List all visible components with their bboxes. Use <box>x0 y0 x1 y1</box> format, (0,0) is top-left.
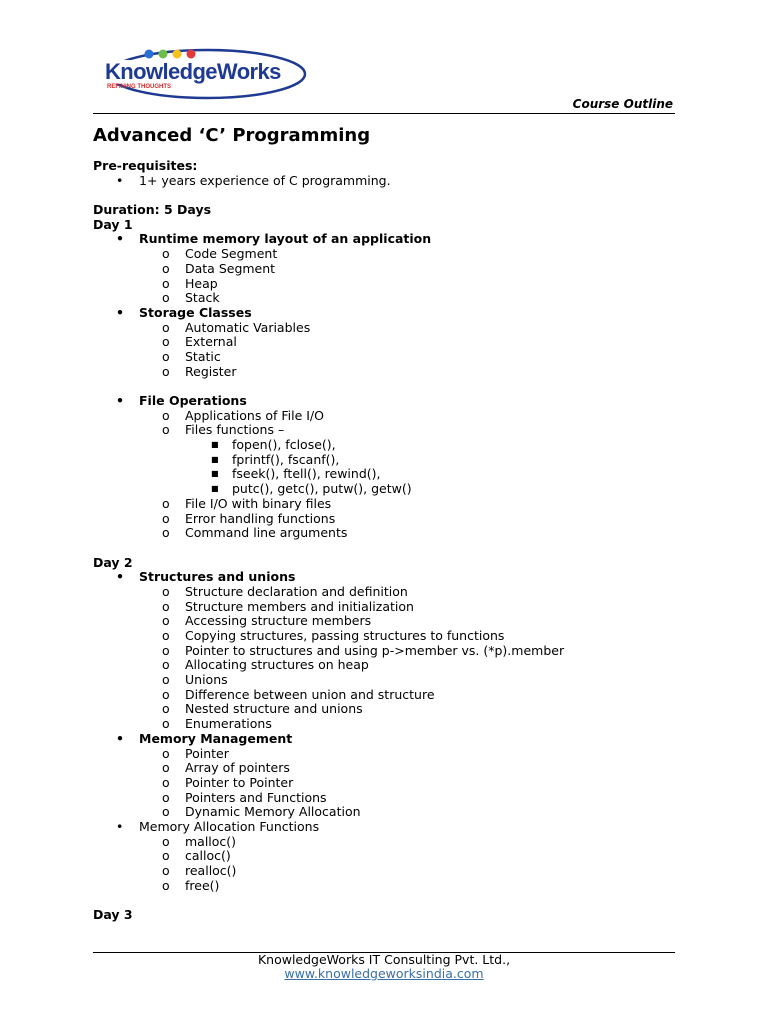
logo-dot-yellow <box>173 50 182 59</box>
topic-heading <box>93 306 683 321</box>
footer-company: KnowledgeWorks IT Consulting Pvt. Ltd., <box>257 952 511 967</box>
list-item-text: Files functions – <box>185 422 285 438</box>
list-item-text: Pointers and Functions <box>185 789 327 805</box>
list-item <box>93 262 683 277</box>
list-item-text: 1+ years experience of C programming. <box>139 172 391 188</box>
logo-dot-blue <box>145 50 154 59</box>
list-item-text: Memory Allocation Functions <box>139 818 320 834</box>
circle-bullet-icon: o <box>162 863 170 878</box>
list-item <box>93 776 683 791</box>
list-item-text: Heap <box>185 275 218 291</box>
topic-heading <box>93 820 683 835</box>
list-item <box>93 702 683 717</box>
list-item <box>93 321 683 336</box>
list-item-text: Array of pointers <box>185 760 290 776</box>
list-item <box>93 688 683 703</box>
circle-bullet-icon: o <box>162 672 170 688</box>
list-item-text: Nested structure and unions <box>185 701 363 717</box>
list-item <box>93 174 683 189</box>
bullet-icon: • <box>116 569 124 585</box>
list-item-text: Static <box>185 348 221 364</box>
list-item <box>93 365 683 380</box>
square-bullet-icon: ■ <box>211 440 219 450</box>
list-item-text: Automatic Variables <box>185 319 311 335</box>
circle-bullet-icon: o <box>162 774 170 790</box>
circle-bullet-icon: o <box>162 628 170 643</box>
list-item-text: Enumerations <box>185 716 272 732</box>
list-item <box>93 879 683 894</box>
list-item <box>93 791 683 806</box>
bullet-icon: • <box>116 730 124 746</box>
list-item <box>93 717 683 732</box>
list-item-text: Structure members and initialization <box>185 598 414 614</box>
list-item-text: Stack <box>185 290 220 306</box>
logo-dot-red <box>187 50 196 59</box>
course-outline-label: Course Outline <box>572 97 673 111</box>
knowledgeworks-logo <box>103 46 308 104</box>
list-item-text: Code Segment <box>185 246 278 262</box>
circle-bullet-icon: o <box>162 246 170 262</box>
duration: Duration: 5 Days <box>93 202 212 218</box>
list-item <box>93 247 683 262</box>
day-1-heading: Day 1 <box>93 216 133 232</box>
function-item <box>93 453 683 468</box>
day-3-heading: Day 3 <box>93 907 133 923</box>
circle-bullet-icon: o <box>162 716 170 732</box>
list-item <box>93 614 683 629</box>
list-item-text: Allocating structures on heap <box>185 657 369 673</box>
list-item <box>93 291 683 306</box>
circle-bullet-icon: o <box>162 657 170 673</box>
function-item <box>93 438 683 453</box>
list-item-text: free() <box>185 877 220 893</box>
circle-bullet-icon: o <box>162 877 170 893</box>
topic-heading <box>93 732 683 747</box>
list-item-text: fseek(), ftell(), rewind(), <box>232 466 381 482</box>
list-item-text: Register <box>185 363 237 379</box>
page-title: Advanced ‘C’ Programming <box>93 125 371 146</box>
circle-bullet-icon: o <box>162 334 170 350</box>
list-item <box>93 277 683 292</box>
circle-bullet-icon: o <box>162 583 170 599</box>
list-item-text: Difference between union and structure <box>185 686 435 702</box>
circle-bullet-icon: o <box>162 745 170 761</box>
day-2-heading: Day 2 <box>93 554 133 570</box>
circle-bullet-icon: o <box>162 613 170 629</box>
bullet-icon: • <box>116 172 124 188</box>
list-item-text: Data Segment <box>185 260 276 276</box>
list-item-text: putc(), getc(), putw(), getw() <box>232 481 412 497</box>
list-item <box>93 512 683 527</box>
list-item-text: Accessing structure members <box>185 613 372 629</box>
circle-bullet-icon: o <box>162 422 170 438</box>
circle-bullet-icon: o <box>162 363 170 379</box>
list-item-text: Memory Management <box>139 730 293 746</box>
circle-bullet-icon: o <box>162 260 170 276</box>
circle-bullet-icon: o <box>162 848 170 864</box>
circle-bullet-icon: o <box>162 701 170 717</box>
list-item <box>93 747 683 762</box>
header-rule <box>93 113 675 114</box>
circle-bullet-icon: o <box>162 804 170 820</box>
topic-heading <box>93 232 683 247</box>
list-item <box>93 864 683 879</box>
list-item <box>93 658 683 673</box>
bullet-icon: • <box>116 393 124 408</box>
list-item <box>93 761 683 776</box>
list-item <box>93 644 683 659</box>
list-item <box>93 849 683 864</box>
course-content <box>93 159 683 923</box>
circle-bullet-icon: o <box>162 290 170 306</box>
list-item-text: Runtime memory layout of an application <box>139 231 432 247</box>
circle-bullet-icon: o <box>162 598 170 614</box>
list-item <box>93 526 683 541</box>
list-item-text: External <box>185 334 237 350</box>
list-item <box>93 835 683 850</box>
prerequisites-heading: Pre-requisites: <box>93 158 198 173</box>
list-item <box>93 335 683 350</box>
circle-bullet-icon: o <box>162 833 170 849</box>
list-item-text: Pointer to Pointer <box>185 774 294 790</box>
list-item-text: Storage Classes <box>139 304 252 320</box>
circle-bullet-icon: o <box>162 407 170 423</box>
circle-bullet-icon: o <box>162 319 170 335</box>
circle-bullet-icon: o <box>162 642 170 658</box>
function-item <box>93 467 683 482</box>
list-item <box>93 423 683 438</box>
bullet-icon: • <box>116 231 124 247</box>
list-item-text: Dynamic Memory Allocation <box>185 804 361 820</box>
list-item-text: File Operations <box>139 393 247 408</box>
circle-bullet-icon: o <box>162 525 170 541</box>
list-item <box>93 805 683 820</box>
topic-heading <box>93 570 683 585</box>
logo-tagline: REFINING THOUGHTS <box>107 84 171 90</box>
list-item <box>93 600 683 615</box>
logo-wordmark: KnowledgeWorks <box>105 59 281 84</box>
list-item-text: File I/O with binary files <box>185 495 332 511</box>
logo-graphic <box>103 46 308 104</box>
circle-bullet-icon: o <box>162 275 170 291</box>
bullet-icon: • <box>116 304 124 320</box>
square-bullet-icon: ■ <box>211 454 219 464</box>
list-item-text: Pointer to structures and using p->member vs. (*p).member <box>185 642 565 658</box>
circle-bullet-icon: o <box>162 686 170 702</box>
bullet-icon: • <box>116 818 124 834</box>
list-item-text: Command line arguments <box>185 525 348 541</box>
list-item-text: Copying structures, passing structures to functions <box>185 628 505 643</box>
circle-bullet-icon: o <box>162 510 170 526</box>
list-item-text: Pointer <box>185 745 229 761</box>
list-item-text: calloc() <box>185 848 231 864</box>
logo-dot-green <box>159 50 168 59</box>
list-item-text: Applications of File I/O <box>185 407 324 423</box>
list-item-text: fprintf(), fscanf(), <box>232 451 340 467</box>
circle-bullet-icon: o <box>162 348 170 364</box>
list-item <box>93 350 683 365</box>
list-item-text: realloc() <box>185 863 237 878</box>
function-item <box>93 482 683 497</box>
circle-bullet-icon: o <box>162 495 170 511</box>
square-bullet-icon: ■ <box>211 469 219 479</box>
list-item-text: Unions <box>185 672 228 688</box>
circle-bullet-icon: o <box>162 789 170 805</box>
square-bullet-icon: ■ <box>211 484 219 494</box>
list-item <box>93 673 683 688</box>
footer-link[interactable]: www.knowledgeworksindia.com <box>284 966 484 981</box>
list-item-text: Structures and unions <box>139 569 296 585</box>
circle-bullet-icon: o <box>162 760 170 776</box>
list-item-text: fopen(), fclose(), <box>232 437 336 453</box>
list-item <box>93 497 683 512</box>
list-item <box>93 409 683 424</box>
list-item-text: malloc() <box>185 833 237 849</box>
list-item-text: Structure declaration and definition <box>185 583 408 599</box>
topic-heading <box>93 394 683 409</box>
list-item <box>93 629 683 644</box>
list-item <box>93 585 683 600</box>
list-item-text: Error handling functions <box>185 510 336 526</box>
